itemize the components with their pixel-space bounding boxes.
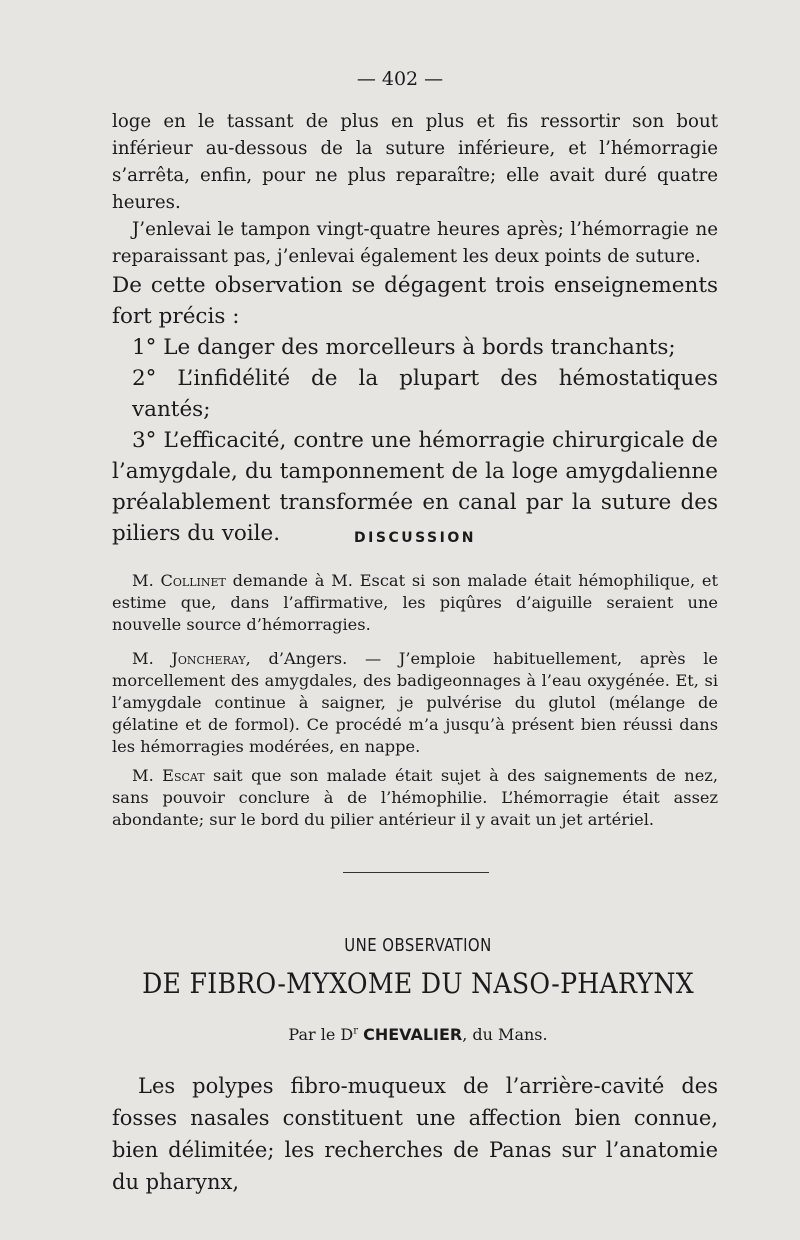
- conclusion-item-2: 2° L’infidélité de la plupart des hémostatiques vantés;: [132, 366, 718, 422]
- conclusion-item-1: 1° Le danger des morcelleurs à bords tranchants;: [132, 335, 676, 360]
- page-number: — 402 —: [356, 68, 444, 90]
- article-title-line-2: DE FIBRO-MYXOME DU NASO-PHARYNX: [142, 967, 694, 1000]
- byline-author: CHEVALIER: [363, 1025, 463, 1044]
- discussion-entry: [112, 648, 718, 758]
- article-byline: [0, 1025, 800, 1044]
- conclusion-item-3: 3° L’efficacité, contre une hémorragie chirurgicale de l’amygdale, du tamponnement de la loge amygdalienne préalablement transformée en canal par la suture des piliers du voile.: [112, 428, 718, 546]
- speaker-name: M. Joncheray: [132, 649, 246, 668]
- discussion-entry: [112, 765, 718, 831]
- discussion-text: sait que son malade était sujet à des saignements de nez, sans pouvoir conclure à de l’hémophilie. L’hémorragie était assez abondante; sur le bord du pilier antérieur il y avait un jet artériel.: [112, 766, 718, 829]
- byline-prefix: Par le D: [288, 1025, 354, 1044]
- article-opening-paragraph: [112, 1070, 718, 1198]
- discussion-text: demande à M. Escat si son malade était hémophilique, et estime que, dans l’affirmative, les piqûres d’aiguille seraient une nouvelle source d’hémorragies.: [112, 571, 719, 634]
- discussion-entry: [112, 570, 718, 636]
- conclusion-intro: De cette observation se dégagent trois enseignements fort précis :: [112, 273, 718, 329]
- article-opening-text: Les polypes fibro-muqueux de l’arrière-cavité des fosses nasales constituent une affection bien connue, bien délimitée; les recherches de Panas sur l’anatomie du pharynx,: [112, 1074, 718, 1194]
- continuation-text-1: loge en le tassant de plus en plus et fis ressortir son bout inférieur au-dessous de la suture inférieure, et l’hémorragie s’arrêta, enfin, pour ne plus reparaître; elle avait duré quatre heures.: [112, 111, 718, 213]
- byline-suffix: , du Mans.: [462, 1025, 548, 1044]
- conclusion-paragraph: [112, 270, 718, 549]
- speaker-name: M. Collinet: [132, 571, 226, 590]
- continuation-text-2: J’enlevai le tampon vingt-quatre heures après; l’hémorragie ne reparaissant pas, j’enlevai également les deux points de suture.: [112, 219, 718, 267]
- section-divider: [343, 872, 489, 873]
- speaker-name: M. Escat: [132, 766, 205, 785]
- continuation-paragraph: [112, 108, 718, 270]
- discussion-heading: DISCUSSION: [354, 530, 476, 546]
- byline-superscript: r: [353, 1025, 359, 1037]
- article-title-line-1: UNE OBSERVATION: [344, 935, 492, 956]
- discussion-text: , d’Angers. — J’emploie habituellement, après le morcellement des amygdales, des badigeonnages à l’eau oxygénée. Et, si l’amygdale continue à saigner, je pulvérise du glutol (mélange de gélatine et de formol). Ce procédé m’a jusqu’à présent bien réussi dans les hémorragies modérées, en nappe.: [112, 649, 718, 756]
